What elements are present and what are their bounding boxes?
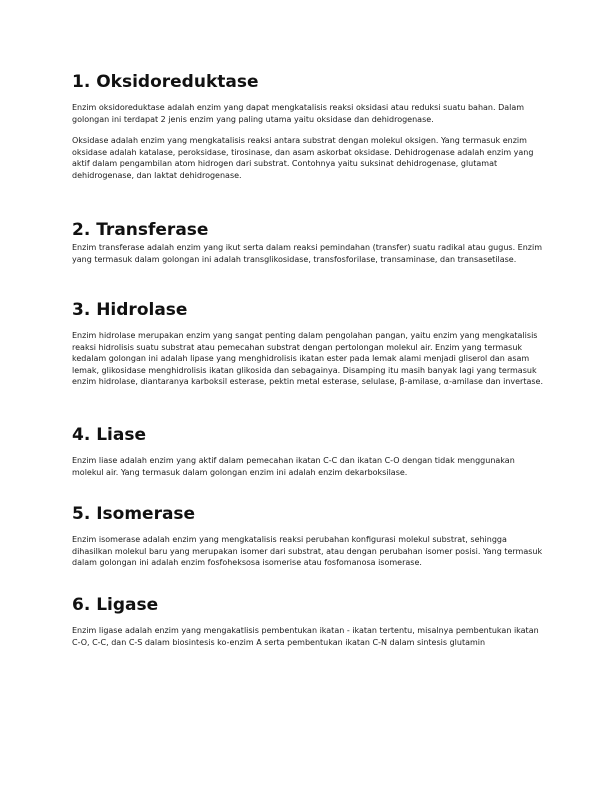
section-heading: 6. Ligase	[72, 595, 159, 615]
section-heading: 1. Oksidoreduktase	[72, 72, 259, 92]
section-paragraph: Enzim isomerase adalah enzim yang mengkatalisis reaksi perubahan konfigurasi molekul substrat, sehingga dihasilkan molekul baru yang merupakan isomer dari substrat, atau dengan perubahan isomer posisi. Yang termasuk dalam golongan ini adalah enzim fosfoheksosa isomerise atau fosfomanosa isomerase.	[72, 535, 543, 568]
section-transferase	[72, 220, 544, 265]
section-hidrolase	[72, 300, 544, 388]
section-paragraph: Enzim oksidoreduktase adalah enzim yang dapat mengkatalisis reaksi oksidasi atau reduksi suatu bahan. Dalam golongan ini terdapat 2 jenis enzim yang paling utama yaitu oksidase dan dehidrogenase.	[72, 103, 525, 124]
section-paragraph: Enzim liase adalah enzim yang aktif dalam pemecahan ikatan C-C dan ikatan C-O dengan tidak menggunakan molekul air. Yang termasuk dalam golongan enzim ini adalah enzim dekarboksilase.	[72, 456, 515, 477]
section-paragraph: Enzim ligase adalah enzim yang mengakatlisis pembentukan ikatan - ikatan tertentu, misalnya pembentukan ikatan C-O, C-C, dan C-S dalam biosintesis ko-enzim A serta pembentukan ikatan C-N dalam sintesis glutamin	[72, 626, 539, 647]
section-heading: 4. Liase	[72, 425, 146, 445]
section-oksidoreduktase	[72, 72, 544, 182]
section-heading: 5. Isomerase	[72, 504, 196, 524]
section-ligase	[72, 595, 544, 648]
section-heading: 3. Hidrolase	[72, 300, 188, 320]
section-heading: 2. Transferase	[72, 220, 209, 240]
section-isomerase	[72, 504, 544, 569]
section-liase	[72, 425, 544, 478]
section-paragraph: Enzim transferase adalah enzim yang ikut serta dalam reaksi pemindahan (transfer) suatu radikal atau gugus. Enzim yang termasuk dalam golongan ini adalah transglikosidase, transfosforilase, transaminase, dan transasetilase.	[72, 243, 542, 264]
section-paragraph: Enzim hidrolase merupakan enzim yang sangat penting dalam pengolahan pangan, yaitu enzim yang mengkatalisis reaksi hidrolisis suatu substrat atau pemecahan substrat dengan pertolongan molekul air. Enzim yang termasuk kedalam golongan ini adalah lipase yang menghidrolisis ikatan ester pada lemak alami menjadi gliserol dan asam lemak, glikosidase menghidrolisis ikatan glikosida dan sebagainya. Disamping itu masih banyak lagi yang termasuk enzim hidrolase, diantaranya karboksil esterase, pektin metal esterase, selulase, β-amilase, α-amilase dan invertase.	[72, 331, 544, 387]
section-paragraph: Oksidase adalah enzim yang mengkatalisis reaksi antara substrat dengan molekul oksigen. Yang termasuk enzim oksidase adalah katalase, peroksidase, tirosinase, dan asam askorbat oksidase. Dehidrogenase adalah enzim yang aktif dalam pengambilan atom hidrogen dari substrat. Contohnya yaitu suksinat dehidrogenase, glutamat dehidrogenase, dan laktat dehidrogenase.	[72, 136, 534, 180]
